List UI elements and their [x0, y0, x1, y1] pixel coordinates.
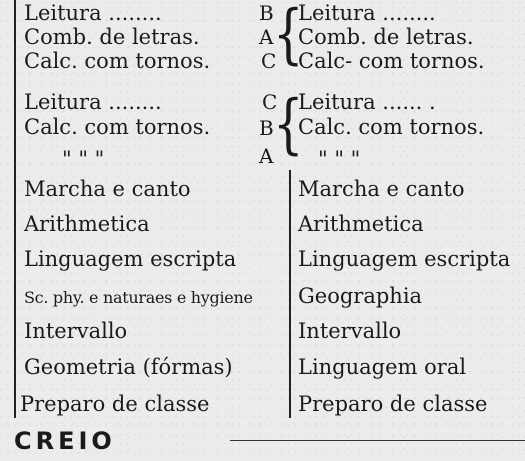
left-block2-item-2: Calc. com tornos.	[24, 115, 211, 139]
right-subject-3: Linguagem escripta	[298, 247, 511, 271]
left-block1-item-3: Calc. com tornos.	[24, 49, 211, 73]
left-column-rule	[14, 0, 16, 418]
left-subject-6: Geometria (fórmas)	[24, 355, 233, 379]
center-column-rule	[289, 170, 291, 418]
right-subject-1: Marcha e canto	[298, 177, 465, 201]
right-block2-item-2: Calc. com tornos.	[298, 115, 485, 139]
left-block2-item-1: Leitura ........	[24, 90, 162, 114]
right-subject-6: Linguagem oral	[298, 355, 467, 379]
right-subject-5: Intervallo	[298, 319, 402, 343]
marker-block2-3: A	[259, 144, 274, 168]
right-block2-item-1: Leitura ...... .	[298, 90, 436, 114]
section-heading: CREIO	[14, 427, 116, 455]
right-block1-item-1: Leitura ........	[298, 1, 436, 25]
right-block1-item-2: Comb. de letras.	[298, 25, 474, 49]
left-subject-1: Marcha e canto	[24, 177, 191, 201]
left-ditto-marks: " " "	[62, 147, 105, 171]
right-subject-2: Arithmetica	[298, 212, 424, 236]
right-ditto-marks: " " "	[318, 147, 361, 171]
left-subject-2: Arithmetica	[24, 212, 150, 236]
right-subject-7: Preparo de classe	[298, 392, 488, 416]
heading-rule	[230, 440, 525, 441]
left-block1-item-2: Comb. de letras.	[24, 25, 200, 49]
left-subject-4: Sc. phy. e naturaes e hygiene	[24, 288, 253, 307]
marker-block2-1: C	[262, 90, 278, 114]
right-subject-4: Geographia	[298, 284, 423, 308]
marker-block1-1: B	[259, 1, 274, 25]
marker-block2-2: B	[259, 116, 274, 140]
left-block1-item-1: Leitura ........	[24, 1, 162, 25]
right-block1-item-3: Calc- com tornos.	[298, 49, 485, 73]
marker-block1-3: C	[261, 49, 277, 73]
left-subject-3: Linguagem escripta	[24, 247, 237, 271]
brace-block2: {	[273, 86, 304, 163]
left-subject-5: Intervallo	[24, 319, 128, 343]
brace-block1: {	[273, 0, 304, 73]
marker-block1-2: A	[259, 25, 274, 49]
left-subject-7: Preparo de classe	[20, 392, 210, 416]
